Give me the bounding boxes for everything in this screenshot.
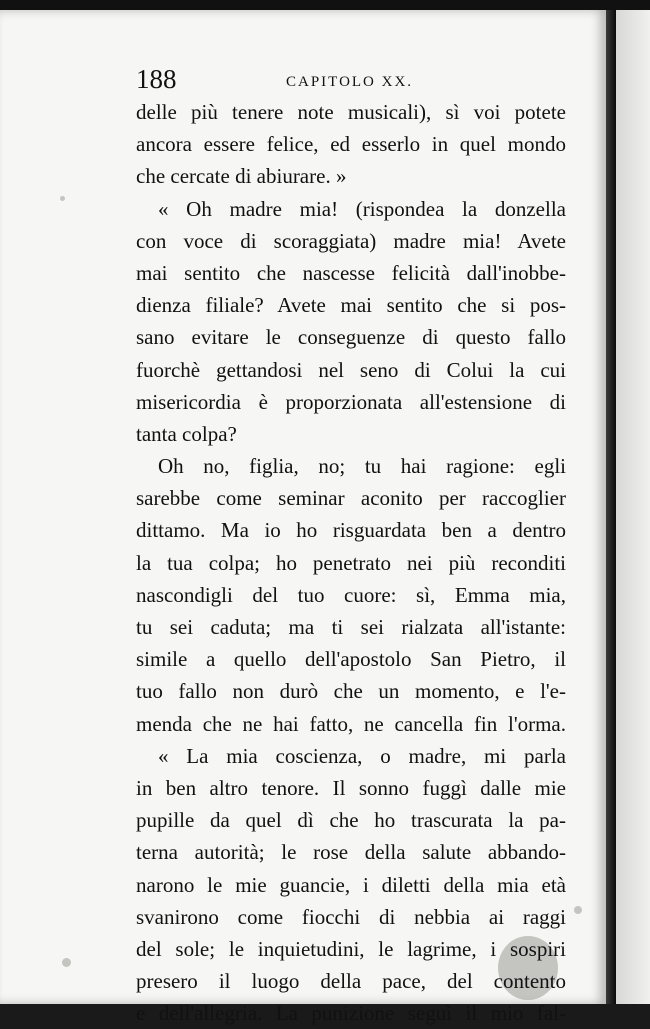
page-number: 188 <box>136 64 177 94</box>
text-line: fuorchè gettandosi nel seno di Colui la cui <box>136 357 566 382</box>
text-line: Oh no, figlia, no; tu hai ragione: egli <box>158 454 566 479</box>
text-line: « La mia coscienza, o madre, mi parla <box>158 743 566 768</box>
book-gutter <box>606 10 616 1004</box>
text-line: ancora essere felice, ed esserlo in quel mondo <box>136 132 566 157</box>
text-line: sarebbe come seminar aconito per raccoglier <box>136 486 566 511</box>
text-line: sano evitare le conseguenze di questo fallo <box>136 325 566 350</box>
body-text <box>136 96 566 1029</box>
paper-speck <box>60 196 65 201</box>
text-line: tuo fallo non durò che un momento, e l'e- <box>136 679 566 704</box>
facing-page-edge <box>616 10 650 1004</box>
page-header <box>136 64 566 98</box>
text-line: dienza filiale? Avete mai sentito che si pos- <box>136 293 566 318</box>
text-line: con voce di scoraggiata) madre mia! Avete <box>136 228 566 253</box>
text-line: del sole; le inquietudini, le lagrime, i sospiri <box>136 936 566 961</box>
paper-speck <box>574 906 582 914</box>
text-line: nascondigli del tuo cuore: sì, Emma mia, <box>136 582 566 607</box>
paper-speck <box>62 958 71 967</box>
text-line: presero il luogo della pace, del contento <box>136 969 566 994</box>
text-line: tanta colpa? <box>136 421 237 446</box>
text-line: tu sei caduta; ma ti sei rialzata all'istante: <box>136 615 566 639</box>
text-line: misericordia è proporzionata all'estensione di <box>136 389 566 414</box>
text-line: terna autorità; le rose della salute abbando- <box>136 840 566 865</box>
text-line: pupille da quel dì che ho trascurata la pa- <box>136 808 566 833</box>
text-line: menda che ne hai fatto, ne cancella fin l'orma. <box>136 711 566 736</box>
running-head: CAPITOLO XX. <box>286 74 414 90</box>
text-line: in ben altro tenore. Il sonno fuggì dalle mie <box>136 775 566 800</box>
text-line: dittamo. Ma io ho risguardata ben a dentro <box>136 518 566 543</box>
text-line: delle più tenere note musicali), sì voi potete <box>136 100 566 124</box>
text-line: la tua colpa; ho penetrato nei più reconditi <box>136 550 566 575</box>
text-line: svanirono come fiocchi di nebbia ai raggi <box>136 904 566 929</box>
text-line: narono le mie guancie, i diletti della mia età <box>136 872 566 897</box>
text-line: simile a quello dell'apostolo San Pietro, il <box>136 647 566 672</box>
text-line: e dell'allegria. La punizione seguì il mio fal- <box>136 1001 566 1026</box>
text-line: che cercate di abiurare. » <box>136 164 347 189</box>
text-line: « Oh madre mia! (rispondea la donzella <box>158 196 566 221</box>
text-line: mai sentito che nascesse felicità dall'inobbe- <box>136 260 566 285</box>
